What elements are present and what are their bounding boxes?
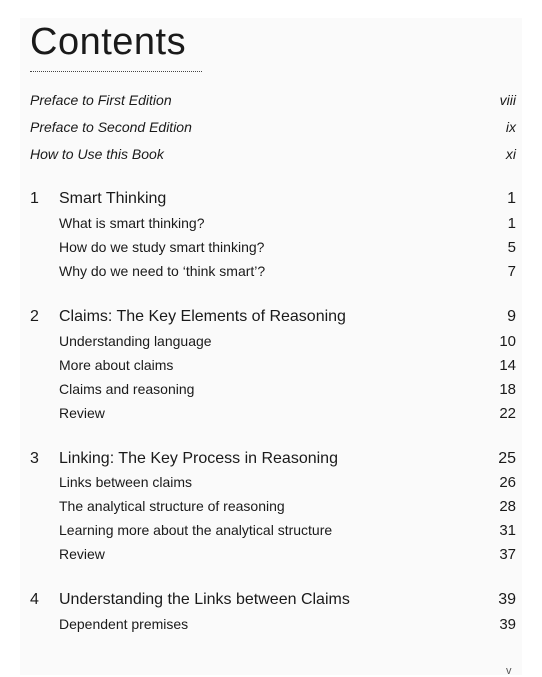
chapter-page: 9	[507, 308, 516, 325]
section-page: 31	[499, 522, 516, 539]
section-page: 1	[507, 215, 516, 232]
chapter-number: 2	[30, 308, 39, 325]
section-title: Links between claims	[59, 474, 193, 490]
toc-front-entry[interactable]	[30, 92, 516, 114]
toc-entry-page: xi	[505, 146, 516, 162]
toc-section[interactable]	[30, 215, 516, 237]
section-title: The analytical structure of reasoning	[59, 498, 285, 514]
chapter-number: 4	[30, 591, 39, 608]
toc-front-entry[interactable]	[30, 146, 516, 168]
section-page: 28	[499, 498, 516, 515]
section-page: 14	[499, 357, 516, 374]
toc-section[interactable]	[30, 522, 516, 544]
chapter-title: Understanding the Links between Claims	[59, 591, 350, 608]
chapter-title: Smart Thinking	[59, 190, 167, 207]
chapter-title: Claims: The Key Elements of Reasoning	[59, 308, 346, 325]
section-title: Why do we need to ‘think smart’?	[59, 263, 266, 279]
chapter-title: Linking: The Key Process in Reasoning	[59, 450, 338, 467]
section-page: 18	[499, 381, 516, 398]
toc-entry-page: viii	[499, 92, 516, 108]
toc-chapter-2[interactable]	[30, 308, 516, 330]
toc-section[interactable]	[30, 333, 516, 355]
toc-section[interactable]	[30, 498, 516, 520]
toc-section[interactable]	[30, 405, 516, 427]
page-folio: v	[506, 665, 512, 677]
section-title: What is smart thinking?	[59, 215, 205, 231]
chapter-page: 25	[498, 450, 516, 467]
section-title: Understanding language	[59, 333, 212, 349]
section-page: 26	[499, 474, 516, 491]
chapter-page: 1	[507, 190, 516, 207]
toc-chapter-3[interactable]	[30, 450, 516, 472]
title-underline	[30, 71, 202, 72]
section-title: Dependent premises	[59, 616, 189, 632]
section-title: More about claims	[59, 357, 174, 373]
toc-section[interactable]	[30, 263, 516, 285]
section-page: 5	[507, 239, 516, 256]
section-title: How do we study smart thinking?	[59, 239, 265, 255]
section-page: 7	[507, 263, 516, 280]
page-title: Contents	[30, 21, 187, 63]
section-page: 10	[499, 333, 516, 350]
toc-entry-title: Preface to First Edition	[30, 92, 172, 108]
section-title: Review	[59, 405, 105, 421]
section-title: Review	[59, 546, 105, 562]
toc-section[interactable]	[30, 546, 516, 568]
chapter-number: 1	[30, 190, 39, 207]
toc-entry-page: ix	[505, 119, 516, 135]
toc-section[interactable]	[30, 357, 516, 379]
section-title: Learning more about the analytical structure	[59, 522, 333, 538]
toc-section[interactable]	[30, 381, 516, 403]
toc-chapter-1[interactable]	[30, 190, 516, 212]
toc-entry-title: How to Use this Book	[30, 146, 164, 162]
toc-front-entry[interactable]	[30, 119, 516, 141]
chapter-page: 39	[498, 591, 516, 608]
section-page: 22	[499, 405, 516, 422]
toc-section[interactable]	[30, 239, 516, 261]
section-page: 37	[499, 546, 516, 563]
section-title: Claims and reasoning	[59, 381, 195, 397]
section-page: 39	[499, 616, 516, 633]
toc-chapter-4[interactable]	[30, 591, 516, 613]
toc-section[interactable]	[30, 616, 516, 638]
toc-section[interactable]	[30, 474, 516, 496]
toc-entry-title: Preface to Second Edition	[30, 119, 192, 135]
chapter-number: 3	[30, 450, 39, 467]
